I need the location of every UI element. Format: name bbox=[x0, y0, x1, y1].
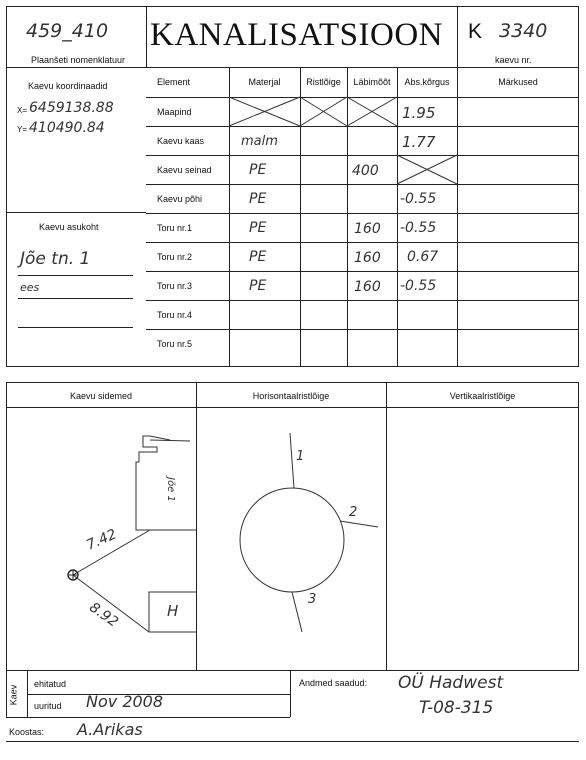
coordinate-x-value: 6459138.88 bbox=[29, 100, 114, 116]
row-element-3: Kaevu seinad bbox=[157, 165, 212, 175]
location-label: Kaevu asukoht bbox=[39, 222, 99, 232]
coordinate-x-prefix: X= bbox=[17, 106, 28, 115]
row-material-5: PE bbox=[249, 220, 267, 236]
row-diameter-6: 160 bbox=[354, 250, 381, 266]
header-diameter: Läbimõõt bbox=[353, 77, 391, 87]
page-title: KANALISATSIOON bbox=[150, 17, 443, 53]
row-material-2: malm bbox=[241, 134, 278, 149]
row-element-4: Kaevu põhi bbox=[157, 194, 203, 204]
well-number-value: 3340 bbox=[499, 20, 548, 42]
row-element-6: Toru nr.2 bbox=[157, 252, 193, 262]
row-element-1: Maapind bbox=[157, 107, 192, 117]
row-abs-5: -0.55 bbox=[400, 220, 437, 236]
row-diameter-5: 160 bbox=[354, 221, 381, 237]
pipe-2-line bbox=[340, 521, 378, 527]
row-abs-4: -0.55 bbox=[400, 191, 437, 207]
compiled-value: A.Arikas bbox=[77, 720, 143, 739]
tie-distance-1: 7.42 bbox=[84, 526, 120, 554]
footer-bottom-line bbox=[6, 717, 290, 718]
data-source-ref: T-08-315 bbox=[419, 698, 494, 718]
footer-side-label: Kaev bbox=[8, 684, 19, 706]
house-number: Jõe 1 bbox=[164, 477, 176, 502]
coordinate-y-value: 410490.84 bbox=[29, 120, 105, 136]
location-line2: ees bbox=[20, 281, 40, 294]
footer-left-border bbox=[6, 671, 7, 717]
row-diameter-7: 160 bbox=[354, 279, 381, 295]
location-line1: Jõe tn. 1 bbox=[20, 249, 91, 269]
nomenclature-label: Plaanšeti nomenklatuur bbox=[31, 55, 126, 65]
pipe-3-label: 3 bbox=[308, 592, 317, 607]
vertical-section-label: Vertikaalristlõige bbox=[449, 391, 516, 401]
header-notes: Märkused bbox=[498, 77, 538, 87]
row-abs-6: 0.67 bbox=[407, 249, 439, 265]
row-material-4: PE bbox=[249, 191, 267, 207]
ties-label: Kaevu sidemed bbox=[69, 391, 133, 401]
row-abs-1: 1.95 bbox=[402, 104, 436, 122]
well-prefix: K bbox=[468, 20, 483, 43]
coordinate-y-prefix: Y= bbox=[17, 125, 28, 134]
surveyed-label: uuritud bbox=[34, 701, 62, 711]
row-material-7: PE bbox=[249, 278, 267, 294]
built-label: ehitatud bbox=[34, 679, 67, 689]
footer-mid-divider bbox=[290, 671, 291, 717]
pipe-1-label: 1 bbox=[296, 449, 305, 464]
row-element-7: Toru nr.3 bbox=[157, 281, 193, 291]
data-source-value: OÜ Hadwest bbox=[398, 673, 504, 693]
coordinates-label: Kaevu koordinaadid bbox=[28, 81, 108, 91]
row-material-3: PE bbox=[249, 162, 267, 178]
surveyed-value: Nov 2008 bbox=[86, 692, 164, 711]
row-abs-7: -0.55 bbox=[400, 278, 437, 294]
header-element: Element bbox=[157, 77, 191, 87]
row-element-2: Kaevu kaas bbox=[157, 136, 205, 146]
well-circle bbox=[240, 488, 344, 592]
row-element-9: Toru nr.5 bbox=[157, 339, 193, 349]
pipe-2-label: 2 bbox=[349, 505, 358, 520]
row-diameter-3: 400 bbox=[352, 163, 379, 179]
row-element-8: Toru nr.4 bbox=[157, 310, 193, 320]
row-abs-2: 1.77 bbox=[402, 133, 436, 151]
header-cross-section: Ristlõige bbox=[306, 77, 341, 87]
compiled-label: Koostas: bbox=[9, 727, 45, 737]
tie-distance-2: 8.92 bbox=[86, 599, 121, 631]
house-letter: H bbox=[167, 602, 179, 620]
nomenclature-value: 459_410 bbox=[26, 20, 109, 42]
header-abs-height: Abs.kõrgus bbox=[404, 77, 450, 87]
footer-compiled-line bbox=[6, 741, 579, 742]
row-element-5: Toru nr.1 bbox=[157, 223, 193, 233]
header-material: Materjal bbox=[248, 77, 281, 87]
well-number-label: kaevu nr. bbox=[495, 55, 532, 65]
data-source-label: Andmed saadud: bbox=[299, 678, 368, 688]
row-material-6: PE bbox=[249, 249, 267, 265]
pipe-3-line bbox=[292, 592, 302, 632]
horizontal-section-label: Horisontaalristlõige bbox=[252, 391, 330, 401]
pipe-1-line bbox=[290, 433, 294, 488]
